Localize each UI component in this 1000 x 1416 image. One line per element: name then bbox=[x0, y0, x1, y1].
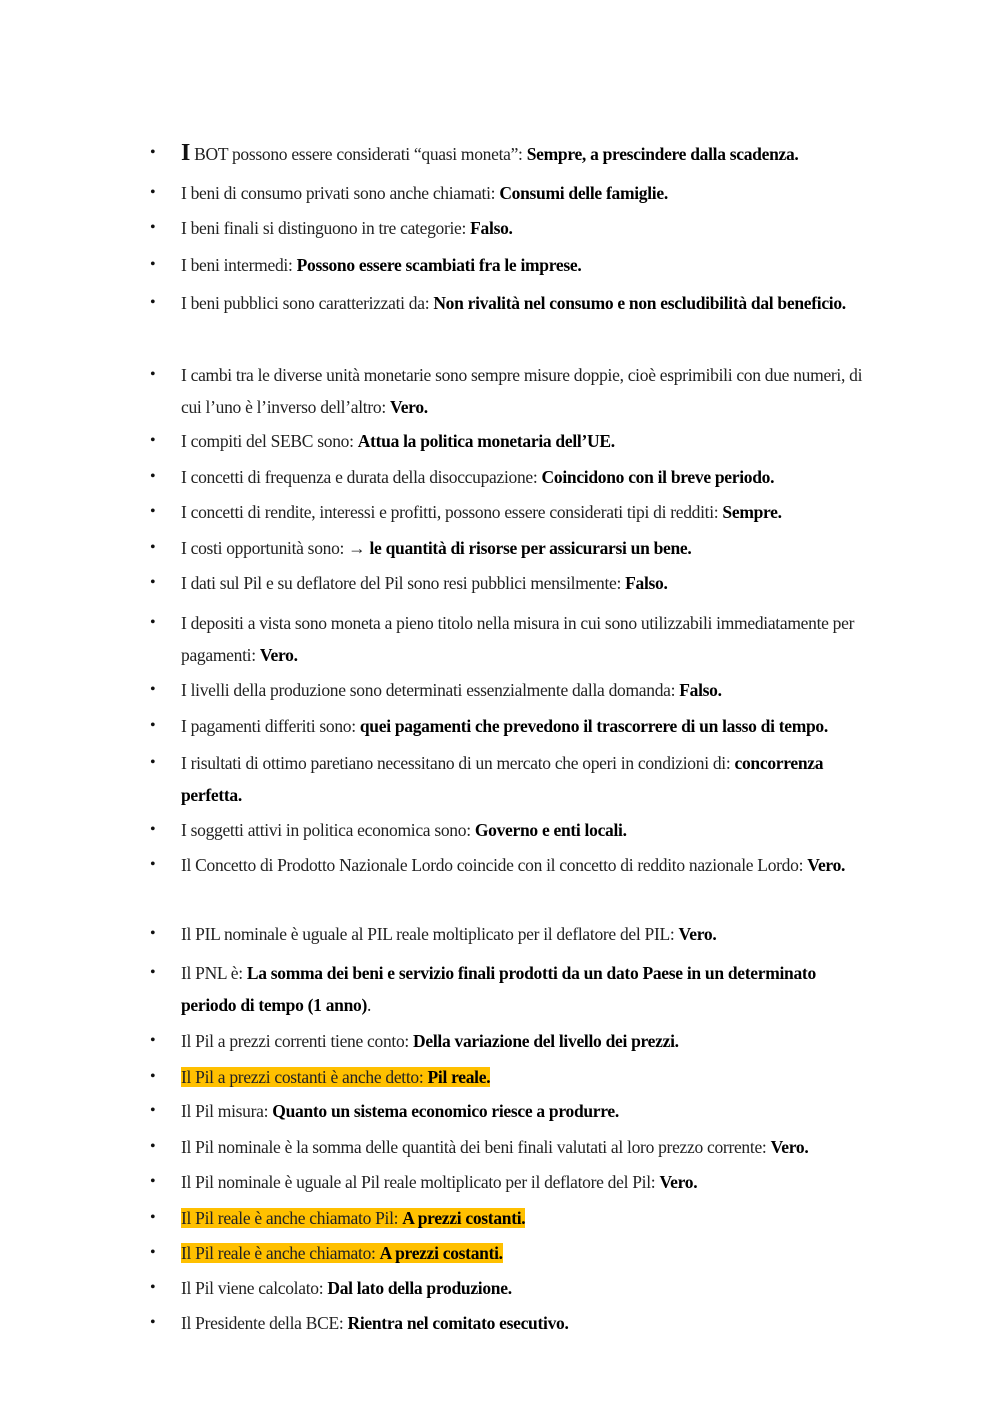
bullet-icon: • bbox=[150, 574, 156, 591]
drop-cap: I bbox=[181, 140, 191, 166]
bullet-icon: • bbox=[150, 432, 156, 449]
bullet-icon: • bbox=[150, 856, 156, 873]
question-text: I depositi a vista sono moneta a pieno titolo nella misura in cui sono utilizzabili immediatamente per pagamenti: bbox=[181, 613, 855, 665]
answer-text: Vero. bbox=[678, 924, 717, 944]
question-text: Il Concetto di Prodotto Nazionale Lordo coincide con il concetto di reddito nazionale Lordo: bbox=[181, 855, 808, 875]
question-text: I soggetti attivi in politica economica sono: bbox=[181, 820, 475, 840]
question-text: I concetti di rendite, interessi e profitti, possono essere considerati tipi di redditi: bbox=[181, 502, 723, 522]
item-text bbox=[181, 287, 871, 319]
answer-text: Non rivalità nel consumo e non escludibilità dal beneficio. bbox=[433, 293, 846, 313]
bullet-icon: • bbox=[150, 503, 156, 520]
answer-text: Vero. bbox=[807, 855, 846, 875]
question-text: I beni intermedi: bbox=[181, 255, 297, 275]
question-text: Il Pil reale è anche chiamato: bbox=[181, 1243, 380, 1263]
bullet-icon: • bbox=[150, 1173, 156, 1190]
question-text: I compiti del SEBC sono: bbox=[181, 431, 358, 451]
answer-text: A prezzi costanti. bbox=[379, 1243, 503, 1263]
question-text: I beni finali si distinguono in tre categorie: bbox=[181, 218, 471, 238]
item-text bbox=[181, 607, 871, 671]
item-text bbox=[181, 1202, 871, 1234]
bullet-icon: • bbox=[150, 925, 156, 942]
item-text bbox=[181, 1166, 871, 1198]
bullet-icon: • bbox=[150, 964, 156, 981]
answer-text: Vero. bbox=[259, 645, 298, 665]
bullet-icon: • bbox=[150, 1209, 156, 1226]
item-text bbox=[181, 461, 871, 493]
item-text bbox=[181, 710, 871, 742]
question-text: Il Pil nominale è uguale al Pil reale moltiplicato per il deflatore del Pil: bbox=[181, 1172, 660, 1192]
item-text bbox=[181, 1061, 871, 1093]
answer-text: Falso. bbox=[625, 573, 668, 593]
question-text: Il Pil a prezzi costanti è anche detto: bbox=[181, 1067, 428, 1087]
trailing-punctuation: . bbox=[366, 995, 372, 1015]
bullet-icon: • bbox=[150, 681, 156, 698]
bullet-icon: • bbox=[150, 1068, 156, 1085]
bullet-icon: • bbox=[150, 1138, 156, 1155]
bullet-icon: • bbox=[150, 754, 156, 771]
answer-text: Quanto un sistema economico riesce a produrre. bbox=[272, 1101, 619, 1121]
answer-text: A prezzi costanti. bbox=[402, 1208, 526, 1228]
highlighted-entry bbox=[181, 1243, 503, 1263]
item-text bbox=[181, 1095, 871, 1127]
highlighted-entry bbox=[181, 1067, 490, 1087]
question-text: I livelli della produzione sono determinati essenzialmente dalla domanda: bbox=[181, 680, 680, 700]
item-text bbox=[181, 957, 871, 1021]
question-text: I costi opportunità sono: → bbox=[181, 538, 370, 558]
answer-text: Falso. bbox=[470, 218, 513, 238]
item-text bbox=[181, 532, 871, 564]
bullet-icon: • bbox=[150, 1102, 156, 1119]
bullet-icon: • bbox=[150, 144, 156, 161]
item-text bbox=[181, 814, 871, 846]
bullet-icon: • bbox=[150, 1032, 156, 1049]
question-text: Il PNL è: bbox=[181, 963, 247, 983]
bullet-icon: • bbox=[150, 1244, 156, 1261]
item-text bbox=[181, 567, 871, 599]
question-text: I beni di consumo privati sono anche chiamati: bbox=[181, 183, 500, 203]
bullet-icon: • bbox=[150, 1314, 156, 1331]
answer-text: quei pagamenti che prevedono il trascorrere di un lasso di tempo. bbox=[359, 716, 828, 736]
answer-text: Attua la politica monetaria dell’UE. bbox=[357, 431, 615, 451]
item-text bbox=[181, 177, 871, 209]
item-text bbox=[181, 1025, 871, 1057]
question-text: BOT possono essere considerati “quasi moneta”: bbox=[190, 144, 527, 164]
item-text bbox=[181, 1272, 871, 1304]
bullet-icon: • bbox=[150, 539, 156, 556]
answer-text: Rientra nel comitato esecutivo. bbox=[347, 1313, 569, 1333]
item-text bbox=[181, 674, 871, 706]
bullet-icon: • bbox=[150, 821, 156, 838]
answer-text: Della variazione del livello dei prezzi. bbox=[413, 1031, 679, 1051]
answer-text: Vero. bbox=[770, 1137, 809, 1157]
bullet-icon: • bbox=[150, 1279, 156, 1296]
bullet-icon: • bbox=[150, 219, 156, 236]
answer-text: Pil reale. bbox=[427, 1067, 491, 1087]
question-text: Il Pil a prezzi correnti tiene conto: bbox=[181, 1031, 414, 1051]
answer-text: concorrenza perfetta. bbox=[181, 753, 824, 805]
item-text bbox=[181, 918, 871, 950]
question-text: I dati sul Pil e su deflatore del Pil sono resi pubblici mensilmente: bbox=[181, 573, 626, 593]
item-text bbox=[181, 425, 871, 457]
answer-text: Sempre, a prescindere dalla scadenza. bbox=[526, 144, 799, 164]
answer-text: Possono essere scambiati fra le imprese. bbox=[296, 255, 582, 275]
item-text bbox=[181, 1131, 871, 1163]
item-text bbox=[181, 496, 871, 528]
question-text: Il Presidente della BCE: bbox=[181, 1313, 348, 1333]
answer-text: Dal lato della produzione. bbox=[327, 1278, 512, 1298]
answer-text: Governo e enti locali. bbox=[474, 820, 627, 840]
answer-text: Falso. bbox=[679, 680, 722, 700]
bullet-icon: • bbox=[150, 184, 156, 201]
bullet-icon: • bbox=[150, 294, 156, 311]
highlighted-entry bbox=[181, 1208, 525, 1228]
question-text: I cambi tra le diverse unità monetarie sono sempre misure doppie, cioè esprimibili con due numeri, di cui l’uno è l’inverso dell’altro: bbox=[181, 365, 863, 417]
question-text: Il Pil reale è anche chiamato Pil: bbox=[181, 1208, 403, 1228]
item-text bbox=[181, 747, 871, 811]
answer-text: Vero. bbox=[389, 397, 428, 417]
question-text: I beni pubblici sono caratterizzati da: bbox=[181, 293, 434, 313]
item-text bbox=[181, 849, 871, 881]
answer-text: le quantità di risorse per assicurarsi un bene. bbox=[369, 538, 692, 558]
answer-text: Vero. bbox=[659, 1172, 698, 1192]
item-text bbox=[181, 1237, 871, 1269]
question-text: I concetti di frequenza e durata della disoccupazione: bbox=[181, 467, 542, 487]
question-text: I risultati di ottimo paretiano necessitano di un mercato che operi in condizioni di: bbox=[181, 753, 735, 773]
bullet-icon: • bbox=[150, 256, 156, 273]
question-text: I pagamenti differiti sono: bbox=[181, 716, 360, 736]
answer-text: Consumi delle famiglie. bbox=[499, 183, 668, 203]
bullet-icon: • bbox=[150, 468, 156, 485]
item-text bbox=[181, 137, 871, 170]
question-text: Il PIL nominale è uguale al PIL reale moltiplicato per il deflatore del PIL: bbox=[181, 924, 679, 944]
question-text: Il Pil viene calcolato: bbox=[181, 1278, 328, 1298]
item-text bbox=[181, 249, 871, 281]
bullet-icon: • bbox=[150, 366, 156, 383]
bullet-icon: • bbox=[150, 717, 156, 734]
answer-text: La somma dei beni e servizio finali prodotti da un dato Paese in un determinato periodo di tempo (1 anno) bbox=[181, 963, 816, 1015]
item-text bbox=[181, 359, 871, 423]
question-text: Il Pil misura: bbox=[181, 1101, 273, 1121]
answer-text: Sempre. bbox=[722, 502, 782, 522]
answer-text: Coincidono con il breve periodo. bbox=[541, 467, 775, 487]
bullet-icon: • bbox=[150, 614, 156, 631]
item-text bbox=[181, 212, 871, 244]
question-text: Il Pil nominale è la somma delle quantità dei beni finali valutati al loro prezzo corrente: bbox=[181, 1137, 771, 1157]
item-text bbox=[181, 1307, 871, 1339]
